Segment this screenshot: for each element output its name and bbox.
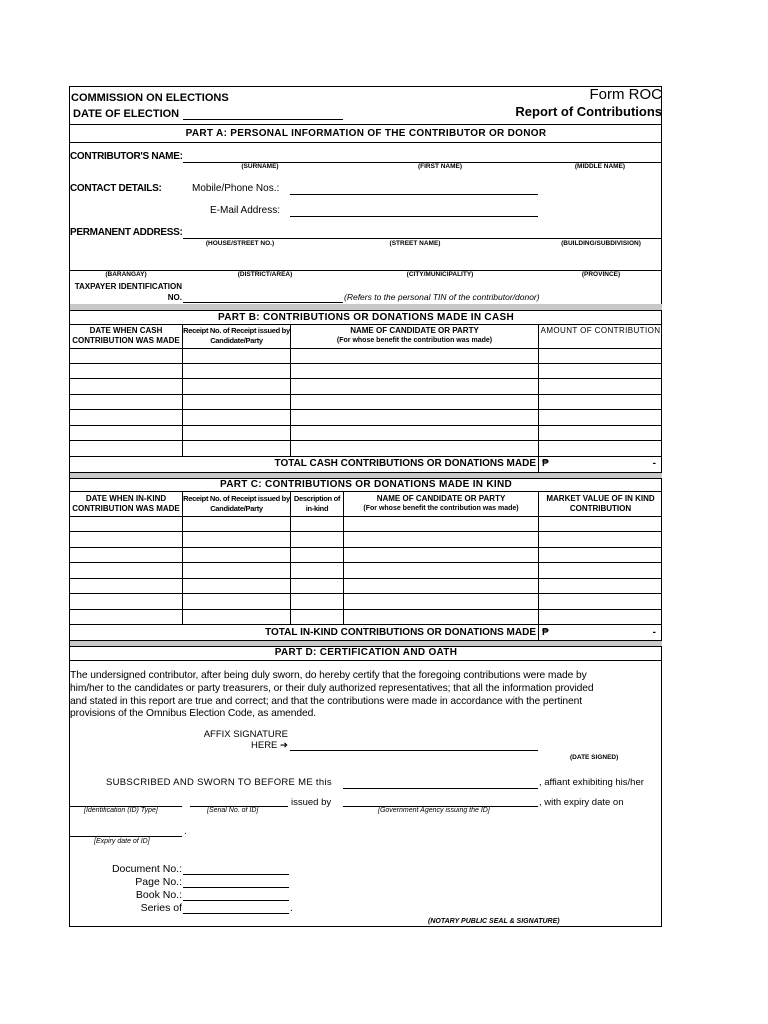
id-agency-caption: [Government Agency issuing the ID] <box>378 807 490 814</box>
date-signed-caption: (DATE SIGNED) <box>570 754 619 761</box>
cash-total-label: TOTAL CASH CONTRIBUTIONS OR DONATIONS MADE <box>274 458 536 469</box>
commission-title: COMMISSION ON ELECTIONS <box>71 92 229 104</box>
cash-col-date-header: DATE WHEN CASH CONTRIBUTION WAS MADE <box>72 326 180 345</box>
expiry-period: . <box>184 826 187 837</box>
date-of-election-field[interactable] <box>183 119 343 120</box>
kind-col-value-header: MARKET VALUE OF IN KIND CONTRIBUTION <box>546 494 655 513</box>
document-no-label: Document No.: <box>111 863 182 875</box>
kind-row-line <box>70 547 662 548</box>
part-d-title-border <box>70 660 662 661</box>
issued-by-text: issued by <box>291 797 332 808</box>
kind-col-divider <box>343 491 344 624</box>
kind-col-receipt-header: Receipt No. of Receipt issued by Candidate/Party <box>183 494 290 513</box>
street-caption: (STREET NAME) <box>389 240 441 247</box>
cash-row-line <box>70 440 662 441</box>
id-expiry-caption: [Expiry date of ID] <box>94 838 150 845</box>
cash-col-divider <box>290 324 291 456</box>
cash-col-divider <box>182 324 183 456</box>
cash-row-line <box>70 348 662 349</box>
part-d-divider-top <box>70 640 662 641</box>
notary-caption: (NOTARY PUBLIC SEAL & SIGNATURE) <box>428 918 560 925</box>
kind-col-name-subheader: (For whose benefit the contribution was made) <box>363 505 519 512</box>
tin-label-1: TAXPAYER IDENTIFICATION <box>74 282 182 291</box>
page-no-field[interactable] <box>183 887 289 888</box>
part-c-title: PART C: CONTRIBUTIONS OR DONATIONS MADE IN KIND <box>219 479 513 490</box>
permanent-address-label: PERMANENT ADDRESS: <box>70 227 183 238</box>
part-b-top-border <box>70 310 662 311</box>
oath-line: and stated in this report are true and correct; and that the contributions were made in accordance with the pertinent <box>70 696 583 707</box>
tin-label-2: NO. <box>167 293 182 302</box>
sworn-date-field[interactable] <box>343 788 538 789</box>
cash-col-divider <box>538 324 539 472</box>
affiant-text: , affiant exhibiting his/her <box>539 777 644 788</box>
kind-col-divider <box>290 491 291 624</box>
cash-row-line <box>70 409 662 410</box>
affix-signature-label: AFFIX SIGNATURE <box>203 729 288 740</box>
part-b-title-border <box>70 324 662 325</box>
tin-note: (Refers to the personal TIN of the contributor/donor) <box>344 292 540 302</box>
kind-row-line <box>70 593 662 594</box>
id-type-caption: [Identification (ID) Type] <box>84 807 158 814</box>
city-caption: (CITY/MUNICIPALITY) <box>406 271 474 278</box>
book-no-label: Book No.: <box>135 889 182 901</box>
contributors-name-label: CONTRIBUTOR'S NAME: <box>70 151 183 162</box>
first-name-caption: (FIRST NAME) <box>417 163 463 170</box>
contact-details-label: CONTACT DETAILS: <box>70 183 162 194</box>
book-no-field[interactable] <box>183 900 289 901</box>
page-no-label: Page No.: <box>135 876 182 888</box>
kind-col-divider <box>182 491 183 624</box>
surname-caption: (SURNAME) <box>241 163 279 170</box>
email-label: E-Mail Address: <box>210 205 281 216</box>
kind-total-label: TOTAL IN-KIND CONTRIBUTIONS OR DONATIONS MADE <box>265 627 536 638</box>
cash-row-line <box>70 363 662 364</box>
mobile-field[interactable] <box>290 194 538 195</box>
part-c-divider-top <box>70 472 662 473</box>
kind-col-name-header: NAME OF CANDIDATE OR PARTY <box>376 494 506 503</box>
cash-row-line <box>70 394 662 395</box>
cash-col-name-subheader: (For whose benefit the contribution was made) <box>336 337 493 344</box>
subscribed-text: SUBSCRIBED AND SWORN TO BEFORE ME this <box>106 777 332 788</box>
oath-line: provisions of the Omnibus Election Code, as amended. <box>70 708 317 719</box>
oath-line: The undersigned contributor, after being duly sworn, do hereby certify that the foregoing contributions were made by <box>70 670 587 681</box>
cash-total-currency: ₱ <box>542 458 549 469</box>
kind-row-line <box>70 624 662 625</box>
kind-row-line <box>70 609 662 610</box>
series-of-field[interactable] <box>183 913 289 914</box>
email-field[interactable] <box>290 216 538 217</box>
kind-row-line <box>70 531 662 532</box>
form-title: Report of Contributions <box>515 104 662 119</box>
signature-field[interactable] <box>290 750 538 751</box>
kind-col-date-header: DATE WHEN IN-KIND CONTRIBUTION WAS MADE <box>72 494 180 513</box>
middle-name-caption: (MIDDLE NAME) <box>574 163 626 170</box>
kind-col-description-header: Description of in-kind <box>293 494 341 513</box>
house-caption: (HOUSE/STREET NO.) <box>205 240 275 247</box>
affix-signature-here: HERE ➔ <box>251 740 288 751</box>
cash-row-line <box>70 378 662 379</box>
mobile-label: Mobile/Phone Nos.: <box>192 183 280 194</box>
expiry-text: , with expiry date on <box>539 797 624 808</box>
district-caption: (DISTRICT/AREA) <box>237 271 293 278</box>
id-expiry-field[interactable] <box>70 836 182 837</box>
kind-row-line <box>70 516 662 517</box>
part-b-title: PART B: CONTRIBUTIONS OR DONATIONS MADE IN CASH <box>218 312 514 323</box>
oath-line: him/her to the candidates or party treasurers, or their duly authorized representatives; that all the information provided <box>70 683 594 694</box>
part-a-top-border <box>70 124 662 125</box>
date-of-election-label: DATE OF ELECTION <box>73 108 180 120</box>
tin-field[interactable] <box>183 302 343 303</box>
part-d-title: PART D: CERTIFICATION AND OATH <box>274 647 458 658</box>
kind-row-line <box>70 562 662 563</box>
kind-total-value[interactable]: - <box>652 627 656 638</box>
address-line-1-field[interactable] <box>183 238 661 239</box>
cash-col-receipt-header: Receipt No. of Receipt issued by Candidate/Party <box>183 326 290 345</box>
kind-row-line <box>70 578 662 579</box>
form-code: Form ROC <box>589 86 662 103</box>
part-a-title: PART A: PERSONAL INFORMATION OF THE CONTRIBUTOR OR DONOR <box>185 128 547 139</box>
part-a-title-border <box>70 142 662 143</box>
kind-total-currency: ₱ <box>542 627 549 638</box>
id-serial-caption: [Serial No. of ID] <box>207 807 259 814</box>
cash-col-amount-header: AMOUNT OF CONTRIBUTION <box>540 326 661 335</box>
cash-row-line <box>70 425 662 426</box>
barangay-caption: (BARANGAY) <box>105 271 147 278</box>
document-no-field[interactable] <box>183 874 289 875</box>
province-caption: (PROVINCE) <box>581 271 621 278</box>
part-c-title-border <box>70 491 662 492</box>
kind-col-divider <box>538 491 539 640</box>
series-period: . <box>290 903 293 914</box>
cash-total-value[interactable]: - <box>652 458 656 469</box>
cash-row-line <box>70 456 662 457</box>
cash-col-name-header: NAME OF CANDIDATE OR PARTY <box>350 326 479 335</box>
building-caption: (BUILDING/SUBDIVISION) <box>561 240 641 247</box>
series-of-label: Series of <box>140 902 182 914</box>
